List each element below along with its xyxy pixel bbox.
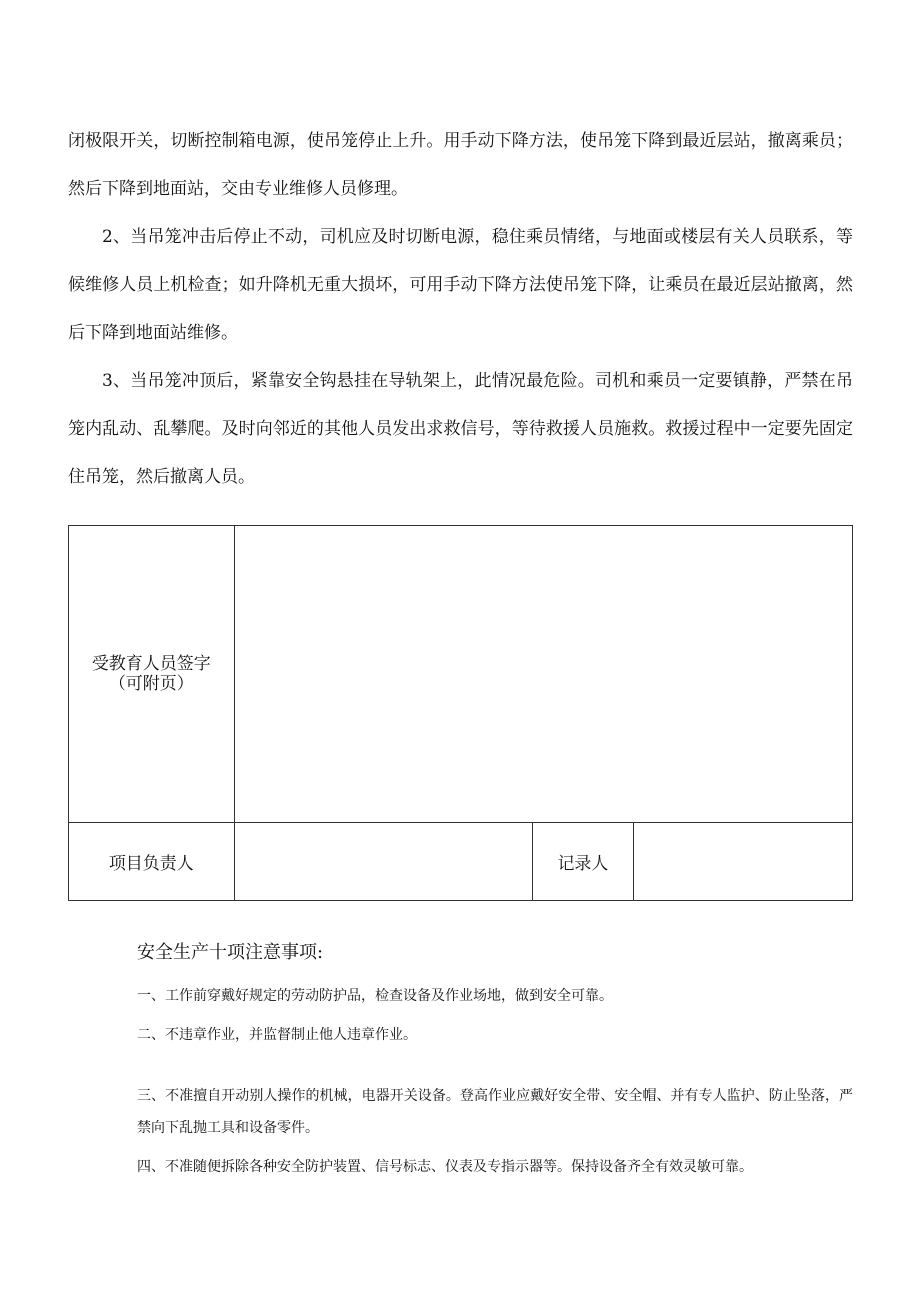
signature-note: （可附页） (108, 674, 194, 694)
project-lead-field[interactable] (234, 823, 532, 901)
notice-item-1: 一、工作前穿戴好规定的劳动防护品，检查设备及作业场地，做到安全可靠。 (137, 988, 613, 1004)
paragraph-2: 2、当吊笼冲击后停止不动，司机应及时切断电源，稳住乘员情绪，与地面或楼层有关人员联系，等候维修人员上机检查；如升降机无重大损坏，可用手动下降方法使吊笼下降，让乘员在最近层站撤离，然后下降到地面站维修。 (68, 227, 853, 343)
notice-item-4: 四、不准随便拆除各种安全防护装置、信号标志、仪表及专指示器等。保持设备齐全有效灵敏可靠。 (137, 1159, 753, 1175)
paragraph-3: 3、当吊笼冲顶后，紧靠安全钩悬挂在导轨架上，此情况最危险。司机和乘员一定要镇静，严禁在吊笼内乱动、乱攀爬。及时向邻近的其他人员发出求救信号，等待救援人员施救。救援过程中一定要先固定住吊笼，然后撤离人员。 (68, 371, 853, 487)
signature-row (69, 526, 853, 823)
signature-label: 受教育人员签字 (91, 654, 211, 674)
signature-field[interactable] (234, 526, 852, 823)
project-lead-label: 项目负责人 (69, 823, 235, 901)
responsible-row (69, 823, 853, 901)
signature-table (68, 525, 853, 901)
notice-item-2: 二、不违章作业，并监督制止他人违章作业。 (137, 1027, 417, 1043)
notice-title: 安全生产十项注意事项: (137, 942, 324, 963)
recorder-field[interactable] (634, 823, 853, 901)
notice-item-3: 三、不准擅自开动别人操作的机械，电器开关设备。登高作业应戴好安全带、安全帽、并有专人监护、防止坠落，严禁向下乱抛工具和设备零件。 (137, 1088, 853, 1136)
signature-label-cell (69, 526, 235, 823)
paragraph-1: 闭极限开关，切断控制箱电源，使吊笼停止上升。用手动下降方法，使吊笼下降到最近层站，撤离乘员；然后下降到地面站，交由专业维修人员修理。 (68, 131, 853, 199)
recorder-label: 记录人 (532, 823, 633, 901)
